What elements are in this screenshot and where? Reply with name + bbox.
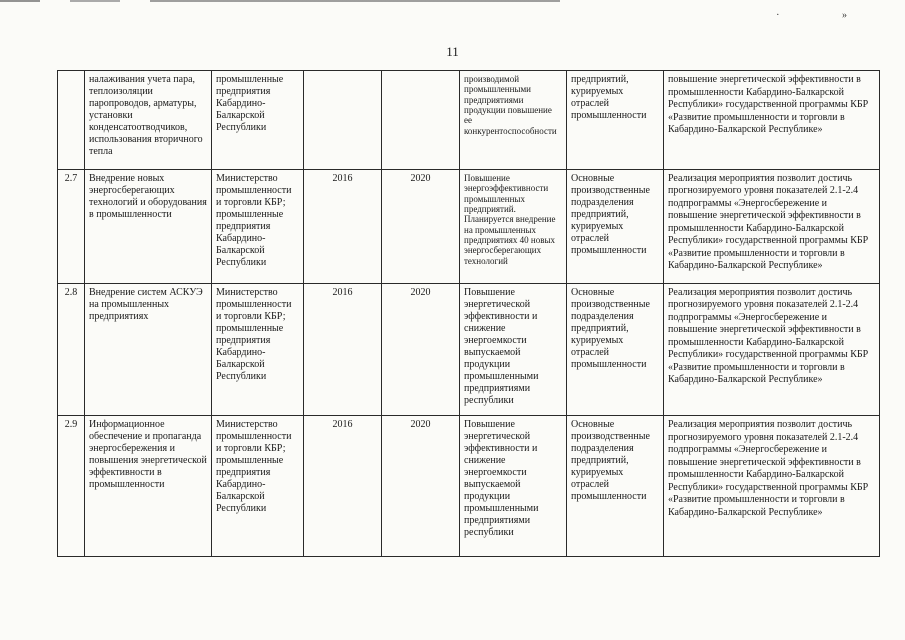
start-year: 2016 — [304, 283, 382, 415]
scan-top-edge-line — [0, 0, 560, 2]
end-year: 2020 — [382, 283, 460, 415]
table-row — [58, 71, 880, 170]
row-number — [58, 71, 85, 170]
start-year — [304, 71, 382, 170]
expected-effect: Повышение энергоэффективности промышленных предприятий. Планируется внедрение на промышленных предприятиях 40 новых энергосберегающих технологий — [460, 169, 567, 283]
end-year: 2020 — [382, 169, 460, 283]
measure-name: Внедрение новых энергосберегающих технологий и оборудования в промышленности — [85, 169, 212, 283]
measure-name: налаживания учета пара, теплоизоляции паропроводов, арматуры, установки конденсатоотводчиков, использования вторичного тепла — [85, 71, 212, 170]
participants: Основные производственные подразделения предприятий, курируемых отраслей промышленности — [567, 416, 664, 557]
table-row — [58, 283, 880, 415]
participants: Основные производственные подразделения предприятий, курируемых отраслей промышленности — [567, 169, 664, 283]
expected-effect: Повышение энергетической эффективности и снижение энергоемкости выпускаемой продукции промышленными предприятиями республики — [460, 416, 567, 557]
result-description: Реализация мероприятия позволит достичь прогнозируемого уровня показателей 2.1-2.4 подпрограммы «Энергосбережение и повышение энергетической эффективности в промышленности Кабардино-Балкарской Республики» государственной программы КБР «Развитие промышленности и торговли в Кабардино-Балкарской Республике» — [664, 416, 880, 557]
start-year: 2016 — [304, 169, 382, 283]
measure-name: Внедрение систем АСКУЭ на промышленных предприятиях — [85, 283, 212, 415]
page-number: 11 — [446, 44, 459, 59]
executor: промышленные предприятия Кабардино-Балкарской Республики — [212, 71, 304, 170]
participants: предприятий, курируемых отраслей промышленности — [567, 71, 664, 170]
table-row — [58, 416, 880, 557]
expected-effect: Повышение энергетической эффективности и снижение энергоемкости выпускаемой продукции промышленными предприятиями республики — [460, 283, 567, 415]
result-description: повышение энергетической эффективности в промышленности Кабардино-Балкарской Республики» государственной программы КБР «Развитие промышленности и торговли в Кабардино-Балкарской Республике» — [664, 71, 880, 170]
executor: Министерство промышленности и торговли КБР; промышленные предприятия Кабардино-Балкарской Республики — [212, 283, 304, 415]
end-year — [382, 71, 460, 170]
end-year: 2020 — [382, 416, 460, 557]
participants: Основные производственные подразделения предприятий, курируемых отраслей промышленности — [567, 283, 664, 415]
executor: Министерство промышленности и торговли КБР; промышленные предприятия Кабардино-Балкарской Республики — [212, 416, 304, 557]
row-number: 2.7 — [58, 169, 85, 283]
row-number: 2.9 — [58, 416, 85, 557]
corner-marks: · » — [776, 10, 877, 21]
measure-name: Информационное обеспечение и пропаганда энергосбережения и повышения энергетической эффективности в промышленности — [85, 416, 212, 557]
measures-table — [57, 70, 880, 557]
expected-effect: производимой промышленными предприятиями продукции повышение ее конкурентоспособности — [460, 71, 567, 170]
executor: Министерство промышленности и торговли КБР; промышленные предприятия Кабардино-Балкарской Республики — [212, 169, 304, 283]
table-row — [58, 169, 880, 283]
start-year: 2016 — [304, 416, 382, 557]
result-description: Реализация мероприятия позволит достичь прогнозируемого уровня показателей 2.1-2.4 подпрограммы «Энергосбережение и повышение энергетической эффективности в промышленности Кабардино-Балкарской Республики» государственной программы КБР «Развитие промышленности и торговли в Кабардино-Балкарской Республике» — [664, 283, 880, 415]
result-description: Реализация мероприятия позволит достичь прогнозируемого уровня показателей 2.1-2.4 подпрограммы «Энергосбережение и повышение энергетической эффективности в промышленности Кабардино-Балкарской Республики» государственной программы КБР «Развитие промышленности и торговли в Кабардино-Балкарской Республике» — [664, 169, 880, 283]
row-number: 2.8 — [58, 283, 85, 415]
